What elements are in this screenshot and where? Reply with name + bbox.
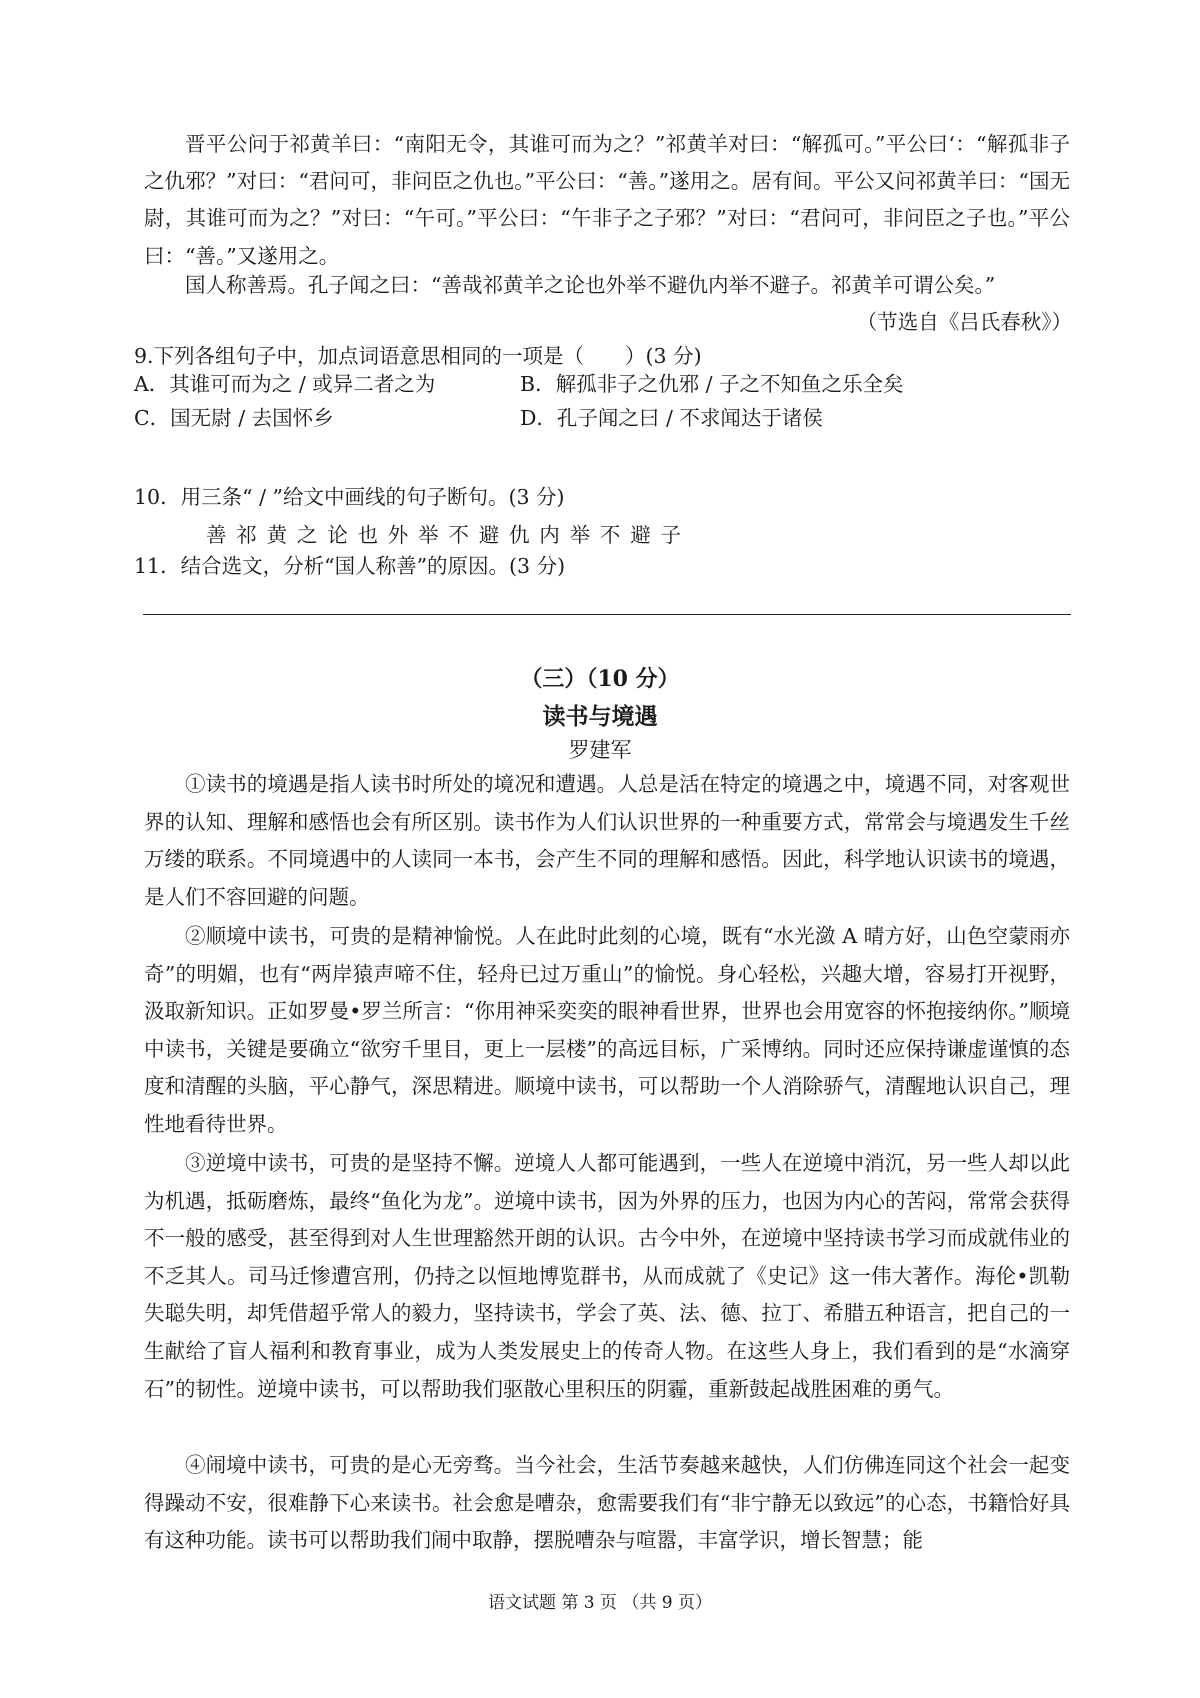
article-title: 读书与境遇 — [542, 703, 658, 730]
question-9-option-c: C．国无尉 / 去国怀乡 — [134, 406, 334, 430]
article-paragraph-3: ③逆境中读书，可贵的是坚持不懈。逆境人人都可能遇到，一些人在逆境中消沉，另一些人却以此为机遇，抵砺磨炼，最终“鱼化为龙”。逆境中读书，因为外界的压力，也因为内心的苦闷，常常会获得不一般的感受，甚至得到对人生世理豁然开朗的认识。古今中外，在逆境中坚持读书学习而成就伟业的不乏其人。司马迁惨遭宫刑，仍持之以恒地博览群书，从而成就了《史记》这一伟大著作。海伦•凯勒失聪失明，却凭借超乎常人的毅力，坚持读书，学会了英、法、德、拉丁、希腊五种语言，把自己的一生献给了盲人福利和教育事业，成为人类发展史上的传奇人物。在这些人身上，我们看到的是“水滴穿石”的韧性。逆境中读书，可以帮助我们驱散心里积压的阴霾，重新鼓起战胜困难的勇气。 — [144, 1151, 1070, 1401]
question-11: 11．结合选文，分析“国人称善”的原因。(3 分) — [134, 554, 566, 578]
question-9-option-d: D．孔子闻之曰 / 不求闻达于诸侯 — [520, 406, 823, 430]
question-10: 10．用三条“ / ”给文中画线的句子断句。(3 分) — [134, 485, 565, 509]
article-author: 罗建军 — [568, 738, 632, 762]
question-9-option-b: B．解孤非子之仇邪 / 子之不知鱼之乐全矣 — [520, 372, 904, 396]
question-10-sentence: 善祁黄之论也外举不避仇内举不避子 — [206, 523, 691, 547]
passage-paragraph-1: 晋平公问于祁黄羊曰：“南阳无令，其谁可而为之？”祁黄羊对曰：“解孤可。”平公曰‘：“解孤非子之仇邪？”对曰：“君问可，非问臣之仇也。”平公曰：“善。”遂用之。居有间。平公又问祁黄羊曰：“国无尉，其谁可而为之？”对曰：“午可。”平公曰：“午非子之子邪？”对曰：“君问可，非问臣之子也。”平公曰：“善。”又遂用之。 — [144, 132, 1070, 268]
answer-line — [143, 614, 1071, 615]
question-9: 9.下列各组句子中，加点词语意思相同的一项是（ ）(3 分) — [134, 344, 702, 368]
article-paragraph-1: ①读书的境遇是指人读书时所处的境况和遭遇。人总是活在特定的境遇之中，境遇不同，对客观世界的认知、理解和感悟也会有所区别。读书作为人们认识世界的一种重要方式，常常会与境遇发生千丝万缕的联系。不同境遇中的人读同一本书，会产生不同的理解和感悟。因此，科学地认识读书的境遇，是人们不容回避的问题。 — [144, 772, 1070, 909]
section-heading: （三）（10 分） — [520, 666, 680, 692]
article-paragraph-4: ④闹境中读书，可贵的是心无旁骛。当今社会，生活节奏越来越快，人们仿佛连同这个社会一起变得躁动不安，很难静下心来读书。社会愈是嘈杂，愈需要我们有“非宁静无以致远”的心态，书籍恰好具有这种功能。读书可以帮助我们闹中取静，摆脱嘈杂与喧嚣，丰富学识，增长智慧；能 — [144, 1453, 1070, 1553]
passage-source: （节选自《吕氏春秋》） — [856, 310, 1072, 334]
question-9-option-a: A．其谁可而为之 / 或异二者之为 — [134, 372, 436, 396]
article-paragraph-2: ②顺境中读书，可贵的是精神愉悦。人在此时此刻的心境，既有“水光潋 A 晴方好，山色空蒙雨亦奇”的明媚，也有“两岸猿声啼不住，轻舟已过万重山”的愉悦。身心轻松，兴趣大增，容易打开视野，汲取新知识。正如罗曼•罗兰所言：“你用神采奕奕的眼神看世界，世界也会用宽容的怀抱接纳你。”顺境中读书，关键是要确立“欲穷千里目，更上一层楼”的高远目标，广采博纳。同时还应保持谦虚谨慎的态度和清醒的头脑，平心静气，深思精进。顺境中读书，可以帮助一个人消除骄气，清醒地认识自己，理性地看待世界。 — [144, 924, 1070, 1136]
passage-paragraph-2: 国人称善焉。孔子闻之曰：“善哉祁黄羊之论也外举不避仇内举不避子。祁黄羊可谓公矣。” — [185, 273, 996, 297]
page-footer: 语文试题 第 3 页 （共 9 页） — [487, 1593, 713, 1613]
